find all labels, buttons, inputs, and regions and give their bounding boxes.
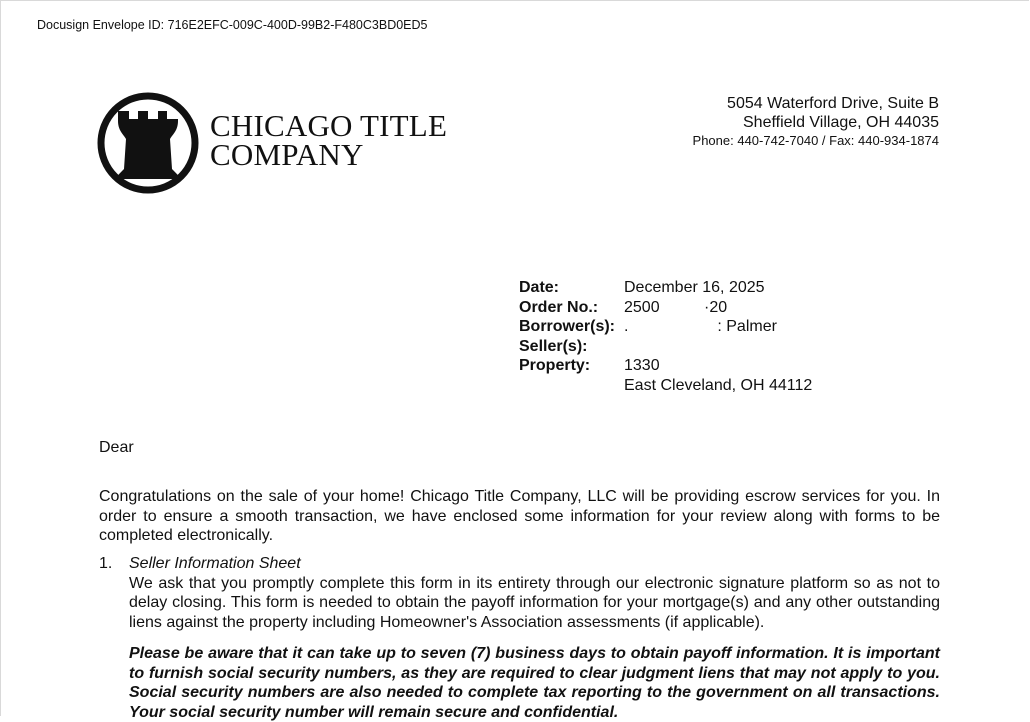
meta-label: Date: <box>519 279 560 296</box>
meta-value: 2500 ·20 <box>624 298 728 316</box>
meta-row-property <box>519 356 812 376</box>
company-name-line1: CHICAGO TITLE <box>210 108 448 143</box>
meta-label: Borrower(s): <box>519 318 616 335</box>
intro-paragraph: Congratulations on the sale of your home! Chicago Title Company, LLC will be providing escrow services for you. In order to ensure a smooth transaction, we have enclosed some information for your review along with forms to be completed electronically. <box>99 488 940 544</box>
envelope-id: Docusign Envelope ID: 716E2EFC-009C-400D-99B2-F480C3BD0ED5 <box>37 18 428 32</box>
item-number: 1. <box>99 555 113 572</box>
instruction-list <box>99 554 940 722</box>
list-item <box>99 554 940 722</box>
meta-row-order <box>519 298 812 318</box>
meta-row-property-line2 <box>519 376 812 396</box>
company-address <box>693 94 939 149</box>
company-logo <box>96 91 476 196</box>
meta-row-seller <box>519 337 812 357</box>
company-name <box>210 108 448 172</box>
meta-value: December 16, 2025 <box>624 279 765 296</box>
castle-tower-icon <box>96 91 200 195</box>
item-note: Please be aware that it can take up to seven (7) business days to obtain payoff information. It is important to furnish social security numbers, as they are required to clear judgment liens that may not apply to you. Social security numbers are also needed to complete tax reporting to the government on all transactions. Your social security number will remain secure and confidential. <box>129 645 940 721</box>
meta-value: 1330 <box>624 357 660 374</box>
meta-row-date <box>519 278 812 298</box>
property-line2: East Cleveland, OH 44112 <box>624 376 813 394</box>
order-details <box>519 278 812 395</box>
phone-fax-line: Phone: 440-742-7040 / Fax: 440-934-1874 <box>692 133 939 148</box>
item-title: Seller Information Sheet <box>129 555 301 572</box>
meta-label: Seller(s): <box>519 337 588 355</box>
address-line2: Sheffield Village, OH 44035 <box>743 114 939 131</box>
meta-value: . : Palmer <box>624 318 777 335</box>
meta-row-borrower <box>519 317 812 337</box>
salutation: Dear <box>99 439 134 456</box>
company-name-line2: COMPANY <box>210 137 364 172</box>
address-line1: 5054 Waterford Drive, Suite B <box>727 95 939 112</box>
item-text: We ask that you promptly complete this form in its entirety through our electronic signature platform so as not to delay closing. This form is needed to obtain the payoff information for your mortgage(s) and any other outstanding liens against the property including Homeowner's Association assessments (if applicable). <box>129 574 940 631</box>
meta-label: Property: <box>519 357 591 374</box>
meta-label: Order No.: <box>519 298 599 316</box>
